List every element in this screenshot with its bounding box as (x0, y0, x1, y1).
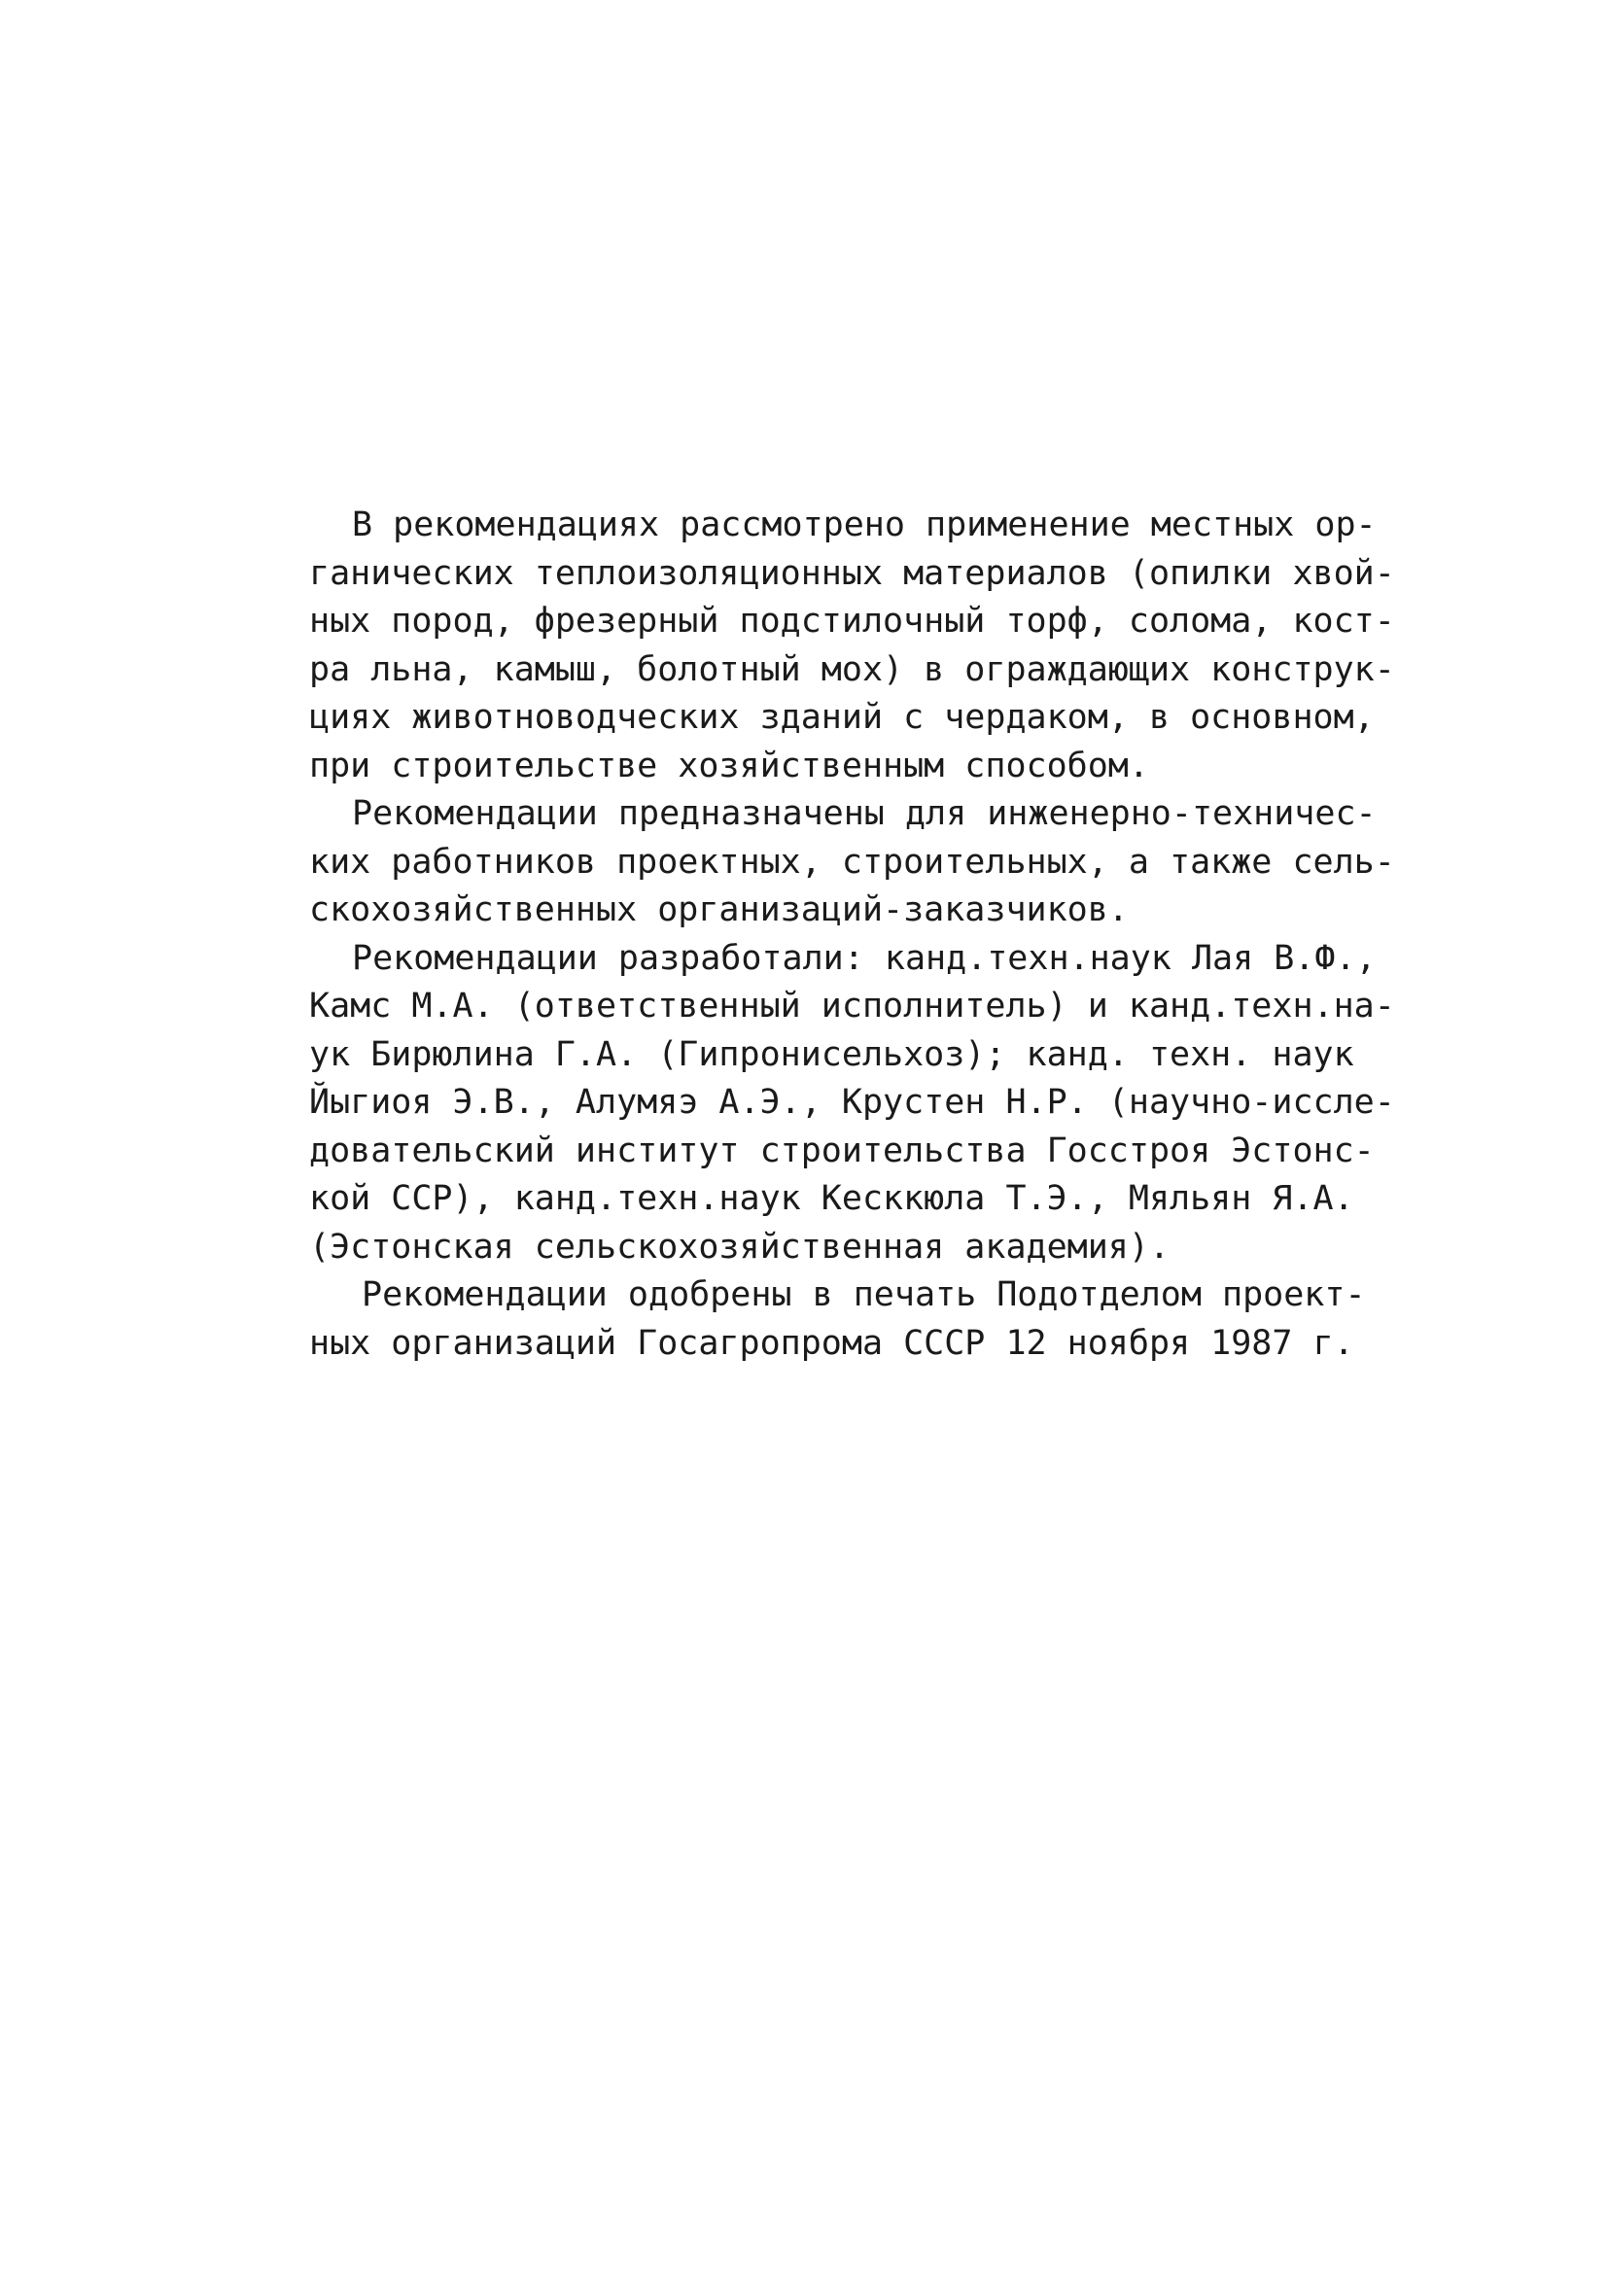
text-line: ных пород, фрезерный подстилочный торф, солома, кост- (309, 602, 1395, 641)
paragraph-approval (309, 1271, 1366, 1368)
text-line: скохозяйственных организаций-заказчиков. (309, 890, 1129, 929)
paragraph-audience (309, 790, 1395, 935)
text-line: Йыгиоя Э.В., Алумяэ А.Э., Крустен Н.Р. (научно-иссле- (309, 1083, 1395, 1122)
text-line: довательский институт строительства Госстроя Эстонс- (309, 1131, 1375, 1170)
text-line: при строительстве хозяйственным способом. (309, 746, 1149, 785)
text-line: ных организаций Госагропрома СССР 12 ноября 1987 г. (309, 1323, 1354, 1363)
annotation-text (309, 502, 1395, 1368)
text-line: Рекомендации разработали: канд.техн.наук Лая В.Ф., (352, 938, 1377, 978)
text-line: ук Бирюлина Г.А. (Гипронисельхоз); канд. техн. наук (309, 1034, 1354, 1074)
text-line: Рекомендации предназначены для инженерно-техничес- (352, 794, 1377, 833)
text-line: Камс М.А. (ответственный исполнитель) и канд.техн.на- (309, 987, 1395, 1026)
text-line: (Эстонская сельскохозяйственная академия). (309, 1227, 1171, 1267)
text-line: ра льна, камыш, болотный мох) в ограждающих конструк- (309, 649, 1395, 689)
text-line: ких работников проектных, строительных, а также сель- (309, 842, 1395, 882)
text-line: кой ССР), канд.техн.наук Кесккюла Т.Э., Мяльян Я.А. (309, 1179, 1354, 1218)
paragraph-authors (309, 935, 1395, 1272)
text-line: Рекомендации одобрены в печать Подотделом проект- (362, 1275, 1366, 1314)
text-line: В рекомендациях рассмотрено применение местных ор- (352, 505, 1377, 544)
text-line: циях животноводческих зданий с чердаком, в основном, (309, 698, 1375, 737)
text-line: ганических теплоизоляционных материалов (опилки хвой- (309, 553, 1395, 593)
paragraph-scope (309, 502, 1395, 790)
